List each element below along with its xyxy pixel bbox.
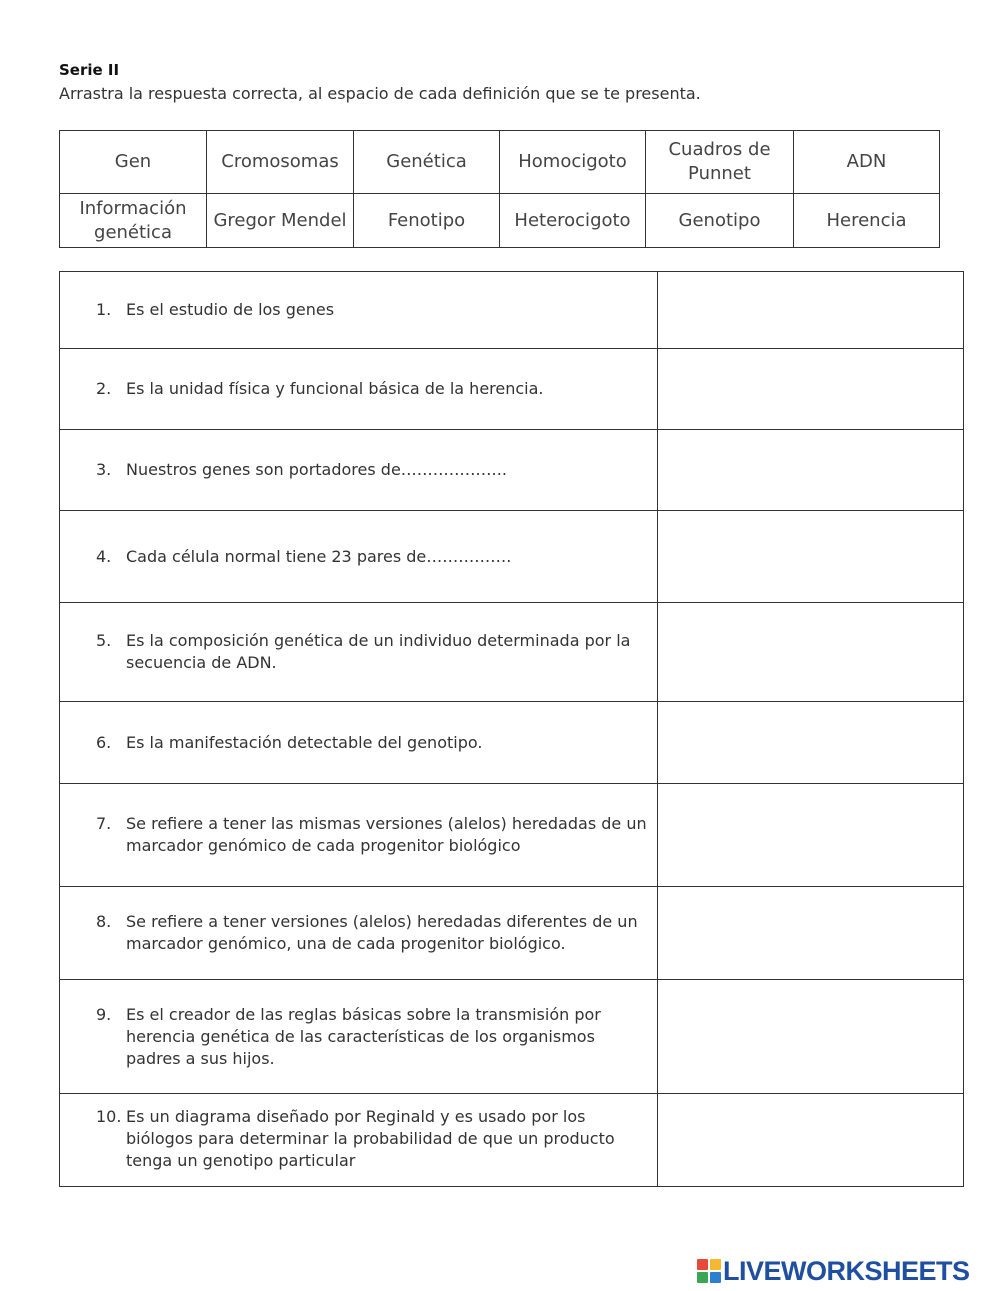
- answer-drop-zone[interactable]: [658, 272, 964, 349]
- question-text: 2. Es la unidad física y funcional básica de la herencia.: [60, 349, 658, 430]
- instructions: Arrastra la respuesta correcta, al espacio de cada definición que se te presenta.: [59, 84, 701, 103]
- question-row: [60, 430, 964, 511]
- word-card[interactable]: Homocigoto: [500, 131, 646, 194]
- question-text: 5. Es la composición genética de un individuo determinada por la secuencia de ADN.: [60, 603, 658, 702]
- definitions-table: [59, 271, 964, 1187]
- word-card[interactable]: Cuadros de Punnet: [646, 131, 794, 194]
- answer-drop-zone[interactable]: [658, 887, 964, 980]
- word-card[interactable]: Fenotipo: [354, 194, 500, 248]
- answer-drop-zone[interactable]: [658, 784, 964, 887]
- word-card[interactable]: Heterocigoto: [500, 194, 646, 248]
- question-row: [60, 980, 964, 1094]
- question-text: 1. Es el estudio de los genes: [60, 272, 658, 349]
- question-row: [60, 887, 964, 980]
- answer-drop-zone[interactable]: [658, 430, 964, 511]
- question-row: [60, 702, 964, 784]
- question-row: [60, 272, 964, 349]
- question-text: 6. Es la manifestación detectable del genotipo.: [60, 702, 658, 784]
- answer-drop-zone[interactable]: [658, 511, 964, 603]
- question-text: 8. Se refiere a tener versiones (alelos) heredadas diferentes de un marcador genómico, una de cada progenitor biológico.: [60, 887, 658, 980]
- answer-drop-zone[interactable]: [658, 980, 964, 1094]
- word-card[interactable]: Genotipo: [646, 194, 794, 248]
- question-text: 10. Es un diagrama diseñado por Reginald y es usado por los biólogos para determinar la probabilidad de que un producto tenga un genotipo particular: [60, 1094, 658, 1187]
- question-text: 9. Es el creador de las reglas básicas sobre la transmisión por herencia genética de las características de los organismos padres a sus hijos.: [60, 980, 658, 1094]
- question-row: [60, 1094, 964, 1187]
- word-bank: [59, 130, 940, 248]
- question-row: [60, 511, 964, 603]
- word-card[interactable]: Cromosomas: [207, 131, 354, 194]
- question-row: [60, 603, 964, 702]
- liveworksheets-logo: [697, 1257, 970, 1285]
- word-card[interactable]: Herencia: [794, 194, 940, 248]
- answer-drop-zone[interactable]: [658, 603, 964, 702]
- liveworksheets-logo-icon: [697, 1259, 721, 1283]
- word-card[interactable]: Genética: [354, 131, 500, 194]
- question-row: [60, 784, 964, 887]
- word-card[interactable]: Gen: [60, 131, 207, 194]
- word-bank-row: [60, 131, 940, 194]
- word-card[interactable]: Información genética: [60, 194, 207, 248]
- answer-drop-zone[interactable]: [658, 349, 964, 430]
- answer-drop-zone[interactable]: [658, 702, 964, 784]
- word-card[interactable]: ADN: [794, 131, 940, 194]
- word-bank-row: [60, 194, 940, 248]
- question-text: 3. Nuestros genes son portadores de………………..: [60, 430, 658, 511]
- question-text: 7. Se refiere a tener las mismas versiones (alelos) heredadas de un marcador genómico de cada progenitor biológico: [60, 784, 658, 887]
- answer-drop-zone[interactable]: [658, 1094, 964, 1187]
- section-title: Serie II: [59, 61, 120, 79]
- word-card[interactable]: Gregor Mendel: [207, 194, 354, 248]
- question-text: 4. Cada célula normal tiene 23 pares de…………….: [60, 511, 658, 603]
- logo-text: LIVEWORKSHEETS: [723, 1255, 970, 1286]
- question-row: [60, 349, 964, 430]
